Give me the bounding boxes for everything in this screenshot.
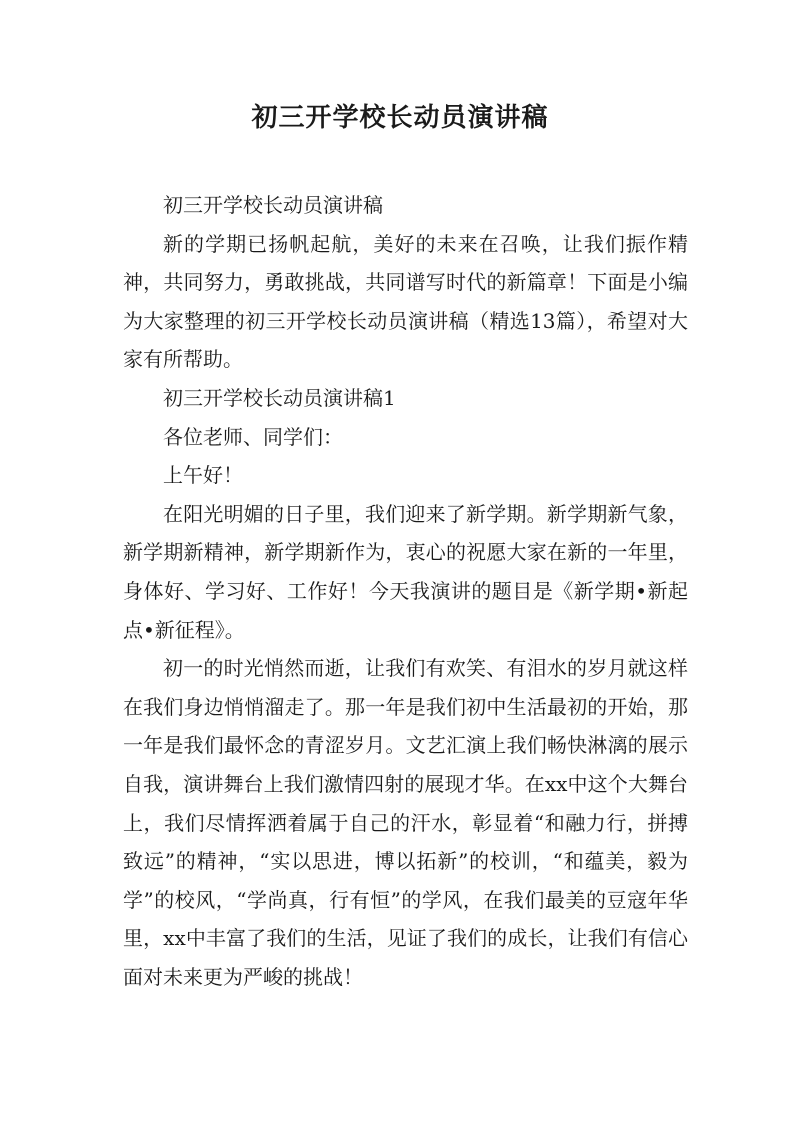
paragraph-greeting: 上午好！: [163, 463, 243, 488]
paragraph-subtitle: 初三开学校长动员演讲稿: [163, 193, 383, 217]
paragraph-body: 在阳光明媚的日子里，我们迎来了新学期。新学期新气象，新学期新精神，新学期新作为，衷心的祝愿大家在新的一年里，身体好、学习好、工作好！今天我演讲的题目是《新学期•新起点•新征程》。: [123, 501, 688, 642]
document-body: [123, 186, 688, 996]
paragraph-salutation: 各位老师、同学们：: [163, 424, 343, 449]
paragraph-intro: 新的学期已扬帆起航，美好的未来在召唤，让我们振作精神，共同努力，勇敢挑战，共同谱写时代的新篇章！下面是小编为大家整理的初三开学校长动员演讲稿（精选13篇），希望对大家有所帮助。: [123, 231, 688, 372]
paragraph-body: 初一的时光悄然而逝，让我们有欢笑、有泪水的岁月就这样在我们身边悄悄溜走了。那一年是我们初中生活最初的开始，那一年是我们最怀念的青涩岁月。文艺汇演上我们畅快淋漓的展示自我，演讲舞台上我们激情四射的展现才华。在xx中这个大舞台上，我们尽情挥洒着属于自己的汗水，彰显着“和融力行，拼搏致远”的精神，“实以思进，博以拓新”的校训，“和蕴美，毅为学”的校风，“学尚真，行有恒”的学风，在我们最美的豆寇年华里，xx中丰富了我们的生活，见证了我们的成长，让我们有信心面对未来更为严峻的挑战！: [123, 656, 688, 989]
paragraph-section-heading: 初三开学校长动员演讲稿1: [163, 385, 396, 410]
document-title: 初三开学校长动员演讲稿: [251, 103, 549, 133]
